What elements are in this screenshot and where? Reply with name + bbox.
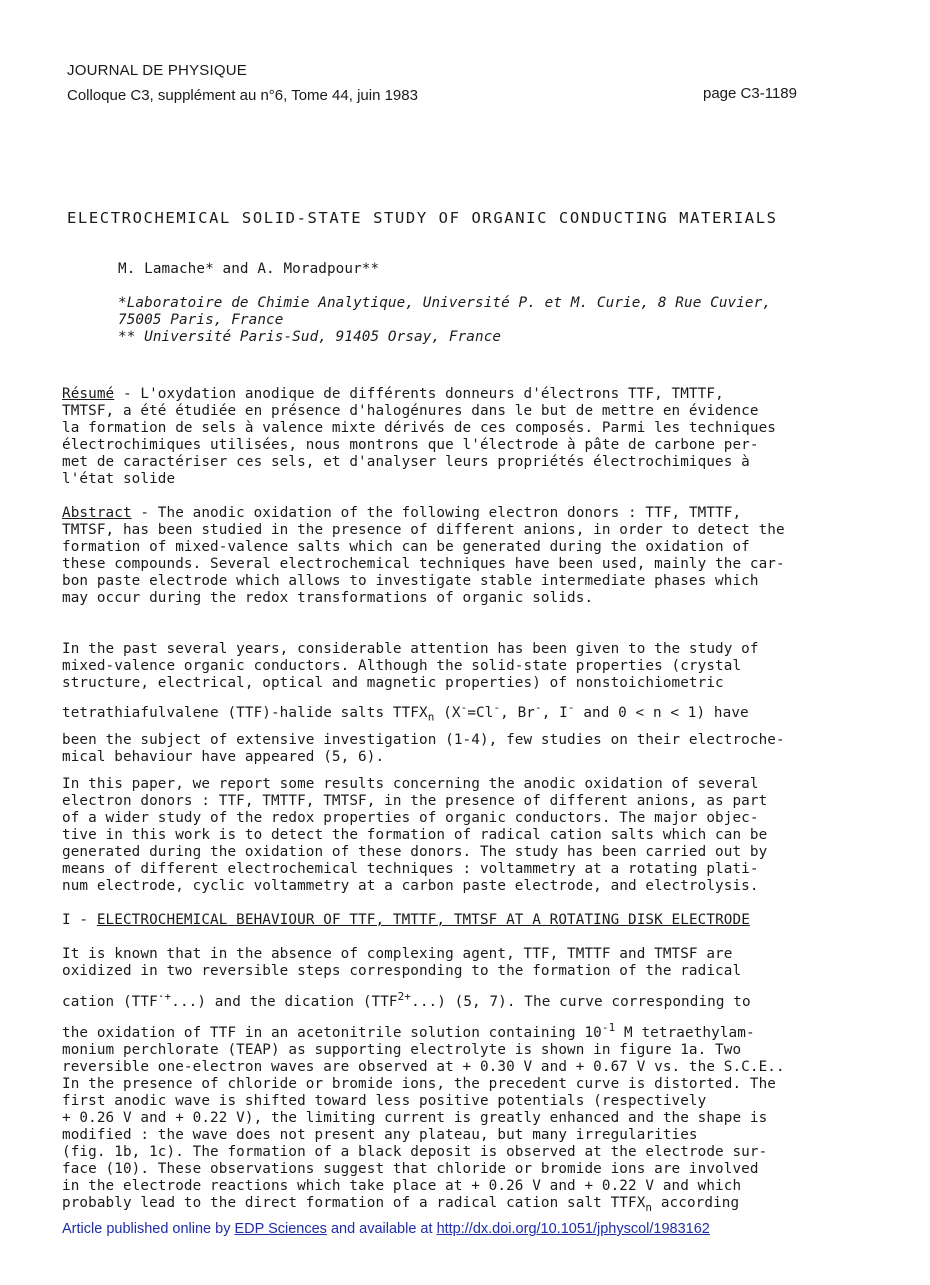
abstract-line: these compounds. Several electrochemical techniques have been used, mainly the car-	[62, 556, 785, 572]
doi-link[interactable]: http://dx.doi.org/10.1051/jphyscol/1983162	[436, 1221, 710, 1237]
abstract-line: - The anodic oxidation of the following electron donors : TTF, TMTTF,	[131, 505, 742, 521]
affiliations	[118, 295, 771, 346]
body-line: reversible one-electron waves are observed at + 0.30 V and + 0.67 V vs. the S.C.E..	[62, 1058, 785, 1075]
footer-credit: Article published online by EDP Sciences and available at http://dx.doi.org/10.1051/jphyscol/1983162	[62, 1221, 710, 1237]
resume-line: électrochimiques utilisées, nous montrons que l'électrode à pâte de carbone per-	[62, 437, 759, 453]
body-line: generated during the oxidation of these donors. The study has been carried out by	[62, 844, 768, 860]
body-line-formula: the oxidation of TTF in an acetonitrile solution containing $10^{-1}$ M tetraethylam-	[62, 1020, 755, 1041]
resume-line: - L'oxydation anodique de différents donneurs d'électrons TTF, TMTTF,	[114, 386, 724, 402]
publisher-link[interactable]: EDP Sciences	[234, 1221, 327, 1237]
body-line-formula: probably lead to the direct formation of a radical cation salt $TTFX_n$ according	[62, 1194, 740, 1214]
resume-line: l'état solide	[62, 471, 176, 487]
resume-line: met de caractériser ces sels, et d'analyser leurs propriétés électrochimiques à	[62, 454, 750, 470]
scope-paragraph	[62, 776, 890, 895]
body-line: structure, electrical, optical and magnetic properties) of nonstoichiometric	[62, 675, 724, 691]
body-line: oxidized in two reversible steps corresponding to the formation of the radical	[62, 963, 742, 979]
resume-line: TMTSF, a été étudiée en présence d'halogénures dans le but de mettre en évidence	[62, 403, 759, 419]
body-line-formula: cation (TTF·+...) and the dication $(TTF^{2+}...)$ (5, 7). The curve corresponding to	[62, 990, 751, 1010]
abstract-line: formation of mixed-valence salts which can be generated during the oxidation of	[62, 539, 750, 555]
body-line: In this paper, we report some results concerning the anodic oxidation of several	[62, 776, 759, 792]
body-line: electron donors : TTF, TMTTF, TMTSF, in the presence of different anions, as part	[62, 793, 768, 809]
section-title: ELECTROCHEMICAL BEHAVIOUR OF TTF, TMTTF, TMTSF AT A ROTATING DISK ELECTRODE	[96, 912, 750, 928]
resume-label: Résumé	[62, 386, 115, 402]
resume	[62, 386, 890, 488]
body-line: in the electrode reactions which take place at + 0.26 V and + 0.22 V and which	[62, 1177, 742, 1194]
resume-line: la formation de sels à valence mixte dérivés de ces composés. Parmi les techniques	[62, 420, 777, 436]
affiliation-line: ** Université Paris-Sud, 91405 Orsay, France	[118, 329, 502, 345]
issue-info: Colloque C3, supplément au n°6, Tome 44, juin 1983	[67, 87, 418, 104]
body-line: tive in this work is to detect the formation of radical cation salts which can be	[62, 827, 768, 843]
body-line: In the presence of chloride or bromide ions, the precedent curve is distorted. The	[62, 1075, 777, 1092]
body-line: modified : the wave does not present any plateau, but many irregularities	[62, 1126, 698, 1143]
body-line: means of different electrochemical techniques : voltammetry at a rotating plati-	[62, 861, 759, 877]
body-line: first anodic wave is shifted toward less positive potentials (respectively	[62, 1092, 707, 1109]
body-line: been the subject of extensive investigation (1-4), few studies on their electroche-	[62, 731, 785, 748]
body-line: num electrode, cyclic voltammetry at a carbon paste electrode, and electrolysis.	[62, 878, 759, 894]
section-heading	[62, 912, 890, 929]
section-paragraph	[62, 946, 890, 1215]
body-line: monium perchlorate (TEAP) as supporting electrolyte is shown in figure 1a. Two	[62, 1041, 742, 1058]
body-line: (fig. 1b, 1c). The formation of a black deposit is observed at the electrode sur-	[62, 1143, 768, 1160]
abstract-line: bon paste electrode which allows to investigate stable intermediate phases which	[62, 573, 759, 589]
abstract-line: may occur during the redox transformations of organic solids.	[62, 590, 594, 606]
abstract	[62, 505, 890, 607]
body-line: face (10). These observations suggest that chloride or bromide ions are involved	[62, 1160, 759, 1177]
page-number: page C3-1189	[703, 85, 797, 102]
body-line: mixed-valence organic conductors. Although the solid-state properties (crystal	[62, 658, 742, 674]
authors: M. Lamache* and A. Moradpour**	[118, 261, 380, 277]
affiliation-line: 75005 Paris, France	[118, 312, 284, 328]
affiliation-line: *Laboratoire de Chimie Analytique, Université P. et M. Curie, 8 Rue Cuvier,	[118, 295, 772, 311]
abstract-line: TMTSF, has been studied in the presence of different anions, in order to detect the	[62, 522, 785, 538]
abstract-label: Abstract	[62, 505, 132, 521]
body-line: In the past several years, considerable attention has been given to the study of	[62, 641, 759, 657]
intro-paragraph	[62, 641, 890, 766]
paper-title: ELECTROCHEMICAL SOLID-STATE STUDY OF ORGANIC CONDUCTING MATERIALS	[67, 209, 778, 227]
body-line: It is known that in the absence of complexing agent, TTF, TMTTF and TMTSF are	[62, 946, 733, 962]
body-line: + 0.26 V and + 0.22 V), the limiting current is greatly enhanced and the shape is	[62, 1109, 768, 1126]
body-line: of a wider study of the redox properties of organic conductors. The major objec-	[62, 810, 759, 826]
body-line-formula: tetrathiafulvalene (TTF)-halide salts $TTFX_n$ (X-=Cl-, Br-, I- and 0 < n < 1) have	[62, 701, 749, 724]
body-line: mical behaviour have appeared (5, 6).	[62, 748, 385, 765]
section-number: I -	[62, 912, 97, 928]
journal-name: JOURNAL DE PHYSIQUE	[67, 62, 247, 79]
